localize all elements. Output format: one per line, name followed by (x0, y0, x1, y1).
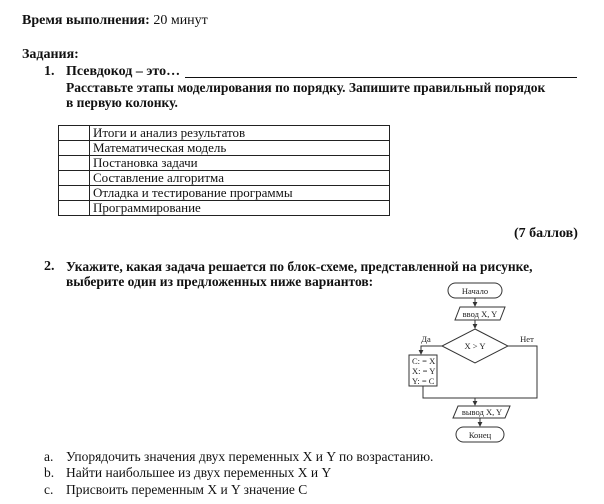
stage-cell: Программирование (90, 201, 390, 216)
order-cell[interactable] (59, 126, 90, 141)
table-row (59, 201, 390, 216)
output-label: вывод X, Y (461, 407, 503, 417)
order-cell[interactable] (59, 156, 90, 171)
arrow-no (475, 346, 537, 398)
table-row (59, 156, 390, 171)
option-a-letter: a. (44, 449, 54, 464)
table-row (59, 141, 390, 156)
stage-cell: Отладка и тестирование программы (90, 186, 390, 201)
option-c[interactable]: Присвоить переменным X и Y значение C (66, 482, 308, 497)
arrow-yes-merge (423, 386, 475, 398)
q1-score: (7 баллов) (514, 226, 578, 241)
no-label: Нет (520, 334, 534, 344)
yes-label: Да (421, 334, 431, 344)
option-b-letter: b. (44, 465, 55, 480)
order-cell[interactable] (59, 171, 90, 186)
q2-number: 2. (44, 259, 55, 274)
table-row (59, 186, 390, 201)
table-row (59, 126, 390, 141)
order-cell[interactable] (59, 141, 90, 156)
table-row (59, 171, 390, 186)
order-cell[interactable] (59, 201, 90, 216)
stage-cell: Постановка задачи (90, 156, 390, 171)
stage-cell: Итоги и анализ результатов (90, 126, 390, 141)
time-value: 20 минут (153, 13, 208, 28)
q1-number: 1. (44, 64, 55, 79)
assign-line1: C: = X (412, 356, 436, 366)
flowchart-diagram (400, 280, 550, 448)
q1-title: Псевдокод – это… (66, 64, 181, 79)
time-label: Время выполнения: (22, 13, 150, 28)
assign-line2: X: = Y (412, 366, 436, 376)
q2-question-line2: выберите один из предложенных ниже вариантов: (66, 274, 374, 289)
q2-question-line1: Укажите, какая задача решается по блок-схеме, представленной на рисунке, (66, 259, 533, 274)
q1-instruction-line1: Расставьте этапы моделирования по порядку. Запишите правильный порядок (66, 80, 546, 95)
option-b[interactable]: Найти наибольшее из двух переменных X и Y (66, 465, 332, 480)
stage-cell: Составление алгоритма (90, 171, 390, 186)
option-a[interactable]: Упорядочить значения двух переменных X и Y по возрастанию. (66, 449, 434, 464)
condition-label: X > Y (464, 341, 486, 351)
input-label: ввод X, Y (462, 309, 498, 319)
assign-line3: Y: = C (412, 376, 435, 386)
option-c-letter: c. (44, 482, 54, 497)
q1-answer-line[interactable] (185, 77, 577, 78)
stage-cell: Математическая модель (90, 141, 390, 156)
q1-instruction-line2: в первую колонку. (66, 95, 178, 110)
q1-instruction (66, 80, 545, 110)
time-info (22, 13, 208, 29)
stages-table (58, 125, 390, 216)
end-label: Конец (468, 430, 492, 440)
tasks-heading: Задания: (22, 47, 79, 62)
start-label: Начало (461, 286, 489, 296)
arrow-yes (421, 346, 442, 354)
order-cell[interactable] (59, 186, 90, 201)
